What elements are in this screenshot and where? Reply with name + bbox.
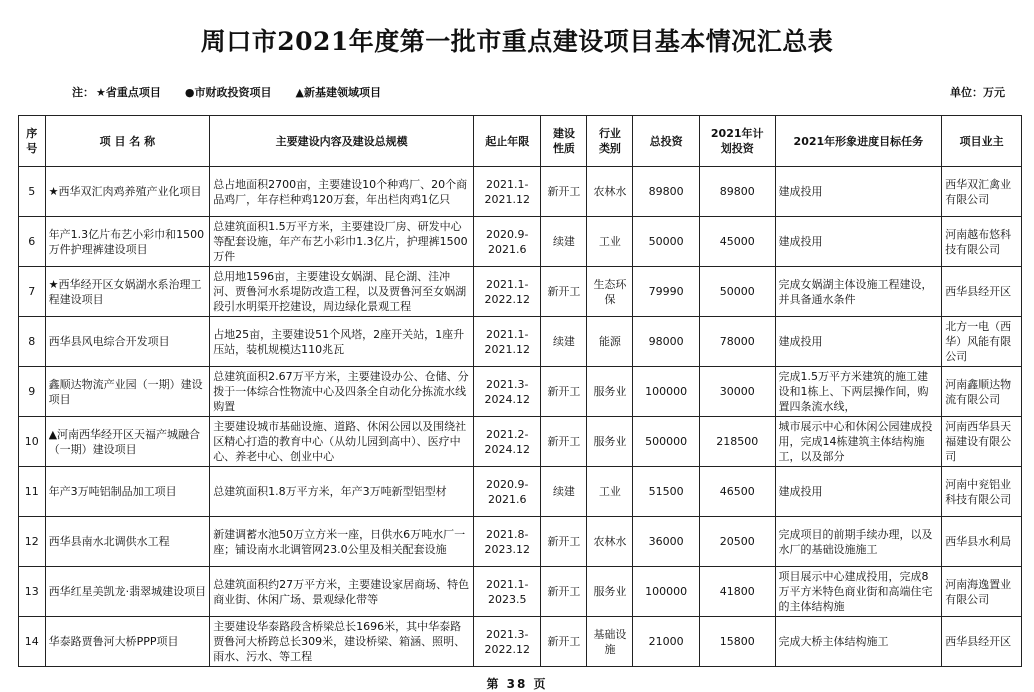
cell-target bbox=[775, 167, 942, 217]
cell-plan-text: 78000 bbox=[719, 335, 755, 348]
cell-plan-text: 15800 bbox=[719, 635, 755, 648]
cell-industry bbox=[587, 317, 633, 367]
table-row bbox=[19, 467, 1022, 517]
cell-plan-text: 89800 bbox=[719, 185, 755, 198]
cell-industry-text: 工业 bbox=[598, 235, 621, 248]
table-row bbox=[19, 367, 1022, 417]
cell-plan bbox=[699, 567, 775, 617]
cell-owner bbox=[942, 167, 1022, 217]
cell-period bbox=[473, 567, 540, 617]
cell-period bbox=[473, 267, 540, 317]
table-header-row bbox=[19, 116, 1022, 167]
cell-nature bbox=[541, 567, 587, 617]
cell-seq-text: 14 bbox=[24, 635, 39, 648]
cell-plan bbox=[699, 217, 775, 267]
cell-seq bbox=[19, 217, 46, 267]
cell-total-text: 50000 bbox=[648, 235, 684, 248]
cell-content-text: 总用地1596亩，主要建设女娲湖、昆仑湖、洼冲河、贾鲁河水系堤防改造工程，以及贾鲁河至女娲湖段引水明渠开挖建设，周边绿化景观工程 bbox=[213, 270, 467, 313]
header-content: 主要建设内容及建设总规模 bbox=[210, 116, 474, 167]
cell-name bbox=[45, 617, 210, 667]
table-row bbox=[19, 617, 1022, 667]
cell-industry-text: 服务业 bbox=[593, 585, 627, 598]
cell-total-text: 21000 bbox=[648, 635, 684, 648]
cell-seq-text: 9 bbox=[28, 385, 36, 398]
table-row bbox=[19, 267, 1022, 317]
cell-total bbox=[633, 217, 699, 267]
cell-name bbox=[45, 417, 210, 467]
header-seq: 序号 bbox=[19, 116, 46, 167]
cell-owner-text: 西华县经开区 bbox=[945, 285, 1012, 298]
cell-target bbox=[775, 367, 942, 417]
cell-industry bbox=[587, 567, 633, 617]
cell-name-text: 鑫顺达物流产业园（一期）建设项目 bbox=[48, 377, 203, 406]
cell-nature bbox=[541, 217, 587, 267]
cell-industry bbox=[587, 167, 633, 217]
table-row bbox=[19, 217, 1022, 267]
cell-plan-text: 20500 bbox=[719, 535, 755, 548]
cell-total bbox=[633, 617, 699, 667]
cell-period bbox=[473, 617, 540, 667]
cell-plan bbox=[699, 267, 775, 317]
cell-owner bbox=[942, 217, 1022, 267]
cell-owner-text: 河南鑫顺达物流有限公司 bbox=[945, 377, 1012, 406]
table-row bbox=[19, 417, 1022, 467]
cell-seq bbox=[19, 267, 46, 317]
cell-period-text: 2020.9-2021.6 bbox=[485, 227, 529, 256]
cell-content-text: 总占地面积2700亩，主要建设10个种鸡厂、20个商品鸡厂，年存栏种鸡120万套，年出栏肉鸡1亿只 bbox=[213, 177, 468, 206]
cell-name-text: 年产1.3亿片布艺小彩巾和1500万件护理裤建设项目 bbox=[48, 227, 205, 256]
cell-plan bbox=[699, 417, 775, 467]
page-title: 周口市2021年度第一批市重点建设项目基本情况汇总表 bbox=[200, 27, 834, 56]
cell-plan-text: 46500 bbox=[719, 485, 755, 498]
legend-municipal-finance: ●市财政投资项目 bbox=[184, 86, 272, 99]
cell-target-text: 城市展示中心和休闲公园建成投用，完成14栋建筑主体结构施工，以及部分 bbox=[778, 420, 933, 463]
cell-target bbox=[775, 617, 942, 667]
header-total: 总投资 bbox=[633, 116, 699, 167]
cell-target bbox=[775, 317, 942, 367]
cell-nature bbox=[541, 417, 587, 467]
cell-name-text: 西华县风电综合开发项目 bbox=[48, 335, 170, 348]
cell-seq-text: 10 bbox=[24, 435, 39, 448]
cell-owner bbox=[942, 417, 1022, 467]
cell-content bbox=[210, 417, 474, 467]
cell-target-text: 建成投用 bbox=[778, 485, 823, 498]
cell-plan-text: 50000 bbox=[719, 285, 755, 298]
cell-total-text: 89800 bbox=[648, 185, 684, 198]
cell-total bbox=[633, 267, 699, 317]
cell-seq-text: 7 bbox=[28, 285, 36, 298]
cell-nature bbox=[541, 167, 587, 217]
cell-target-text: 项目展示中心建成投用，完成8万平方米特色商业街和高端住宅的主体结构施 bbox=[778, 570, 933, 613]
cell-seq bbox=[19, 317, 46, 367]
cell-content-text: 主要建设华泰路段含桥梁总长1696米，其中华泰路贾鲁河大桥跨总长309米，建设桥梁、箱涵、照明、雨水、污水、等工程 bbox=[213, 620, 466, 663]
cell-seq bbox=[19, 417, 46, 467]
cell-owner-text: 西华县水利局 bbox=[945, 535, 1012, 548]
cell-industry-text: 服务业 bbox=[593, 385, 627, 398]
cell-total-text: 100000 bbox=[645, 385, 688, 398]
cell-name-text: ★西华双汇肉鸡养殖产业化项目 bbox=[48, 185, 202, 198]
cell-total bbox=[633, 167, 699, 217]
cell-industry bbox=[587, 417, 633, 467]
cell-plan-text: 41800 bbox=[719, 585, 755, 598]
unit-label: 单位：万元 bbox=[950, 86, 1005, 99]
cell-period bbox=[473, 517, 540, 567]
legend-provincial: ★省重点项目 bbox=[96, 86, 161, 99]
table-row bbox=[19, 317, 1022, 367]
cell-period bbox=[473, 467, 540, 517]
cell-industry-text: 农林水 bbox=[593, 535, 627, 548]
cell-owner bbox=[942, 617, 1022, 667]
cell-seq-text: 12 bbox=[24, 535, 39, 548]
cell-content bbox=[210, 317, 474, 367]
legend-prefix: 注： bbox=[72, 86, 94, 99]
cell-target-text: 完成女娲湖主体设施工程建设，并具备通水条件 bbox=[778, 277, 933, 306]
cell-industry bbox=[587, 517, 633, 567]
cell-plan bbox=[699, 467, 775, 517]
cell-nature-text: 续建 bbox=[552, 335, 575, 348]
cell-plan bbox=[699, 367, 775, 417]
cell-nature-text: 新开工 bbox=[547, 285, 581, 298]
cell-name-text: 西华县南水北调供水工程 bbox=[48, 535, 170, 548]
cell-name-text: ★西华经开区女娲湖水系治理工程建设项目 bbox=[48, 277, 202, 306]
cell-content bbox=[210, 167, 474, 217]
cell-target-text: 建成投用 bbox=[778, 235, 823, 248]
cell-target bbox=[775, 467, 942, 517]
cell-target-text: 完成大桥主体结构施工 bbox=[778, 635, 889, 648]
cell-industry bbox=[587, 467, 633, 517]
cell-plan-text: 30000 bbox=[719, 385, 755, 398]
cell-nature-text: 续建 bbox=[552, 485, 575, 498]
cell-total bbox=[633, 417, 699, 467]
cell-industry-text: 能源 bbox=[598, 335, 621, 348]
cell-owner-text: 西华县经开区 bbox=[945, 635, 1012, 648]
cell-seq bbox=[19, 167, 46, 217]
cell-industry bbox=[587, 367, 633, 417]
cell-plan-text: 218500 bbox=[716, 435, 759, 448]
cell-name-text: 年产3万吨铝制品加工项目 bbox=[48, 485, 177, 498]
cell-content bbox=[210, 517, 474, 567]
cell-owner bbox=[942, 567, 1022, 617]
cell-total-text: 100000 bbox=[645, 585, 688, 598]
cell-period-text: 2021.1-2021.12 bbox=[484, 177, 530, 206]
cell-owner-text: 河南海逸置业有限公司 bbox=[945, 577, 1012, 606]
cell-owner-text: 西华双汇禽业有限公司 bbox=[945, 177, 1012, 206]
cell-seq-text: 11 bbox=[24, 485, 39, 498]
cell-plan-text: 45000 bbox=[719, 235, 755, 248]
cell-owner-text: 河南越布悠科技有限公司 bbox=[945, 227, 1012, 256]
cell-period bbox=[473, 417, 540, 467]
cell-total-text: 500000 bbox=[645, 435, 688, 448]
cell-owner bbox=[942, 367, 1022, 417]
cell-target-text: 完成项目的前期手续办理，以及水厂的基础设施施工 bbox=[778, 527, 933, 556]
cell-content bbox=[210, 367, 474, 417]
cell-industry bbox=[587, 617, 633, 667]
cell-name-text: 华泰路贾鲁河大桥PPP项目 bbox=[48, 635, 179, 648]
cell-target-text: 完成1.5万平方米建筑的施工建设和1栋上、下两层操作间，购置四条流水线， bbox=[778, 370, 929, 413]
cell-seq-text: 13 bbox=[24, 585, 39, 598]
cell-owner bbox=[942, 317, 1022, 367]
cell-name bbox=[45, 317, 210, 367]
cell-total-text: 51500 bbox=[648, 485, 684, 498]
cell-content bbox=[210, 617, 474, 667]
header-owner: 项目业主 bbox=[942, 116, 1022, 167]
cell-content bbox=[210, 267, 474, 317]
cell-total bbox=[633, 367, 699, 417]
cell-owner-text: 河南中兖铝业科技有限公司 bbox=[945, 477, 1012, 506]
cell-industry-text: 农林水 bbox=[593, 185, 627, 198]
cell-content-text: 新建调蓄水池50万立方米一座，日供水6万吨水厂一座；铺设南水北调管网23.0公里及相关配套设施 bbox=[213, 527, 466, 556]
cell-seq bbox=[19, 517, 46, 567]
cell-content-text: 占地25亩，主要建设51个风塔，2座开关站，1座升压站，装机规模达110兆瓦 bbox=[213, 327, 465, 356]
cell-name-text: ▲河南西华经开区天福产城融合（一期）建设项目 bbox=[48, 427, 201, 456]
cell-period-text: 2021.1-2023.5 bbox=[485, 577, 529, 606]
cell-target-text: 建成投用 bbox=[778, 185, 823, 198]
project-table bbox=[18, 115, 1022, 667]
cell-nature-text: 续建 bbox=[552, 235, 575, 248]
cell-industry bbox=[587, 217, 633, 267]
cell-nature bbox=[541, 367, 587, 417]
cell-target bbox=[775, 567, 942, 617]
cell-content-text: 总建筑面积2.67万平方米，主要建设办公、仓储、分拨于一体综合性物流中心及四条全自动化分拣流水线购置 bbox=[213, 370, 469, 413]
cell-target bbox=[775, 517, 942, 567]
cell-total bbox=[633, 467, 699, 517]
cell-nature bbox=[541, 317, 587, 367]
cell-content bbox=[210, 217, 474, 267]
cell-nature-text: 新开工 bbox=[547, 385, 581, 398]
cell-period-text: 2021.8-2023.12 bbox=[484, 527, 530, 556]
cell-period bbox=[473, 317, 540, 367]
cell-period bbox=[473, 167, 540, 217]
cell-owner-text: 北方一电（西华）风能有限公司 bbox=[945, 320, 1012, 363]
cell-total bbox=[633, 517, 699, 567]
cell-nature-text: 新开工 bbox=[547, 585, 581, 598]
cell-content-text: 总建筑面积约27万平方米，主要建设家居商场、特色商业街、休闲广场、景观绿化带等 bbox=[213, 577, 470, 606]
cell-nature-text: 新开工 bbox=[547, 435, 581, 448]
cell-content bbox=[210, 567, 474, 617]
legend-new-infrastructure: ▲新基建领域项目 bbox=[295, 86, 381, 99]
cell-nature bbox=[541, 617, 587, 667]
cell-target bbox=[775, 417, 942, 467]
cell-content-text: 总建筑面积1.5万平方米，主要建设厂房、研发中心等配套设施，年产布艺小彩巾1.3亿片，护理裤1500万件 bbox=[213, 220, 468, 263]
header-target: 2021年形象进度目标任务 bbox=[775, 116, 942, 167]
table-row bbox=[19, 517, 1022, 567]
cell-nature-text: 新开工 bbox=[547, 185, 581, 198]
cell-period-text: 2021.2-2024.12 bbox=[484, 427, 530, 456]
cell-period bbox=[473, 217, 540, 267]
table-row bbox=[19, 167, 1022, 217]
cell-content bbox=[210, 467, 474, 517]
cell-target bbox=[775, 267, 942, 317]
header-industry: 行业类别 bbox=[587, 116, 633, 167]
cell-period-text: 2021.3-2022.12 bbox=[484, 627, 530, 656]
cell-seq bbox=[19, 617, 46, 667]
cell-nature bbox=[541, 467, 587, 517]
cell-content-text: 主要建设城市基础设施、道路、休闲公园以及围绕社区精心打造的教育中心（从幼儿园到高中）、医疗中心、养老中心、创业中心 bbox=[213, 420, 467, 463]
cell-owner bbox=[942, 517, 1022, 567]
cell-nature-text: 新开工 bbox=[547, 635, 581, 648]
cell-name bbox=[45, 567, 210, 617]
legend-notes bbox=[72, 84, 405, 100]
cell-period-text: 2021.3-2024.12 bbox=[484, 377, 530, 406]
cell-industry-text: 生态环保 bbox=[593, 277, 627, 306]
table-row bbox=[19, 567, 1022, 617]
cell-industry-text: 工业 bbox=[598, 485, 621, 498]
cell-seq bbox=[19, 467, 46, 517]
header-name: 项 目 名 称 bbox=[45, 116, 210, 167]
header-nature: 建设性质 bbox=[541, 116, 587, 167]
cell-name bbox=[45, 217, 210, 267]
cell-seq-text: 8 bbox=[28, 335, 36, 348]
cell-total-text: 36000 bbox=[648, 535, 684, 548]
cell-seq-text: 5 bbox=[28, 185, 36, 198]
cell-industry-text: 服务业 bbox=[593, 435, 627, 448]
cell-seq bbox=[19, 367, 46, 417]
cell-plan bbox=[699, 317, 775, 367]
cell-period bbox=[473, 367, 540, 417]
cell-owner bbox=[942, 467, 1022, 517]
cell-period-text: 2021.1-2021.12 bbox=[484, 327, 530, 356]
cell-nature bbox=[541, 517, 587, 567]
cell-content-text: 总建筑面积1.8万平方米，年产3万吨新型铝型材 bbox=[213, 485, 447, 498]
page-number: 第 38 页 bbox=[486, 677, 548, 691]
cell-seq bbox=[19, 567, 46, 617]
cell-period-text: 2021.1-2022.12 bbox=[484, 277, 530, 306]
cell-plan bbox=[699, 617, 775, 667]
cell-industry-text: 基础设施 bbox=[593, 627, 627, 656]
cell-name bbox=[45, 167, 210, 217]
cell-name bbox=[45, 517, 210, 567]
cell-owner bbox=[942, 267, 1022, 317]
cell-nature-text: 新开工 bbox=[547, 535, 581, 548]
header-period: 起止年限 bbox=[473, 116, 540, 167]
header-plan: 2021年计划投资 bbox=[699, 116, 775, 167]
cell-total bbox=[633, 317, 699, 367]
cell-target bbox=[775, 217, 942, 267]
cell-name bbox=[45, 467, 210, 517]
cell-name bbox=[45, 267, 210, 317]
cell-plan bbox=[699, 517, 775, 567]
cell-period-text: 2020.9-2021.6 bbox=[485, 477, 529, 506]
cell-seq-text: 6 bbox=[28, 235, 36, 248]
cell-plan bbox=[699, 167, 775, 217]
cell-total-text: 98000 bbox=[648, 335, 684, 348]
cell-total-text: 79990 bbox=[648, 285, 684, 298]
cell-nature bbox=[541, 267, 587, 317]
cell-name bbox=[45, 367, 210, 417]
cell-total bbox=[633, 567, 699, 617]
cell-owner-text: 河南西华县天福建设有限公司 bbox=[945, 420, 1012, 463]
cell-industry bbox=[587, 267, 633, 317]
cell-target-text: 建成投用 bbox=[778, 335, 823, 348]
cell-name-text: 西华红星美凯龙·翡翠城建设项目 bbox=[48, 585, 207, 598]
